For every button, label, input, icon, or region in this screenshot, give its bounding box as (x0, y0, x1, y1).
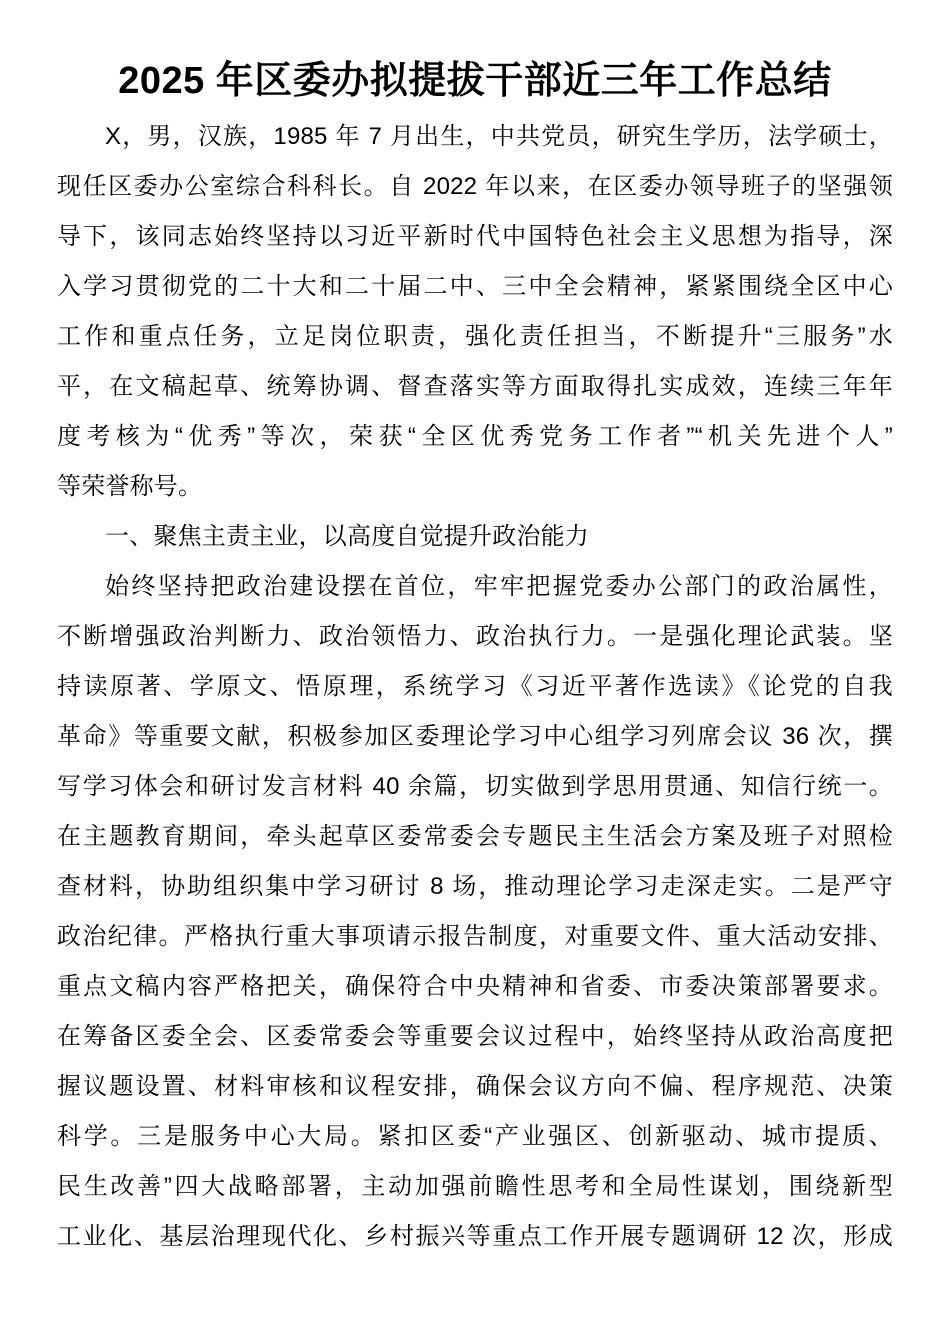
text-line: 科学。三是服务中心大局。紧扣区委“产业强区、创新驱动、城市提质、 (57, 1123, 893, 1150)
text-line: 不断增强政治判断力、政治领悟力、政治执行力。一是强化理论武装。坚 (57, 623, 893, 650)
text-line: 持读原著、学原文、悟原理，系统学习《习近平著作选读》《论党的自我 (57, 673, 893, 700)
text-line: X，男，汉族，1985 年 7 月出生，中共党员，研究生学历，法学硕士， (105, 123, 893, 150)
text-line: 等荣誉称号。 (57, 473, 203, 500)
text-line: 查材料，协助组织集中学习研讨 8 场，推动理论学习走深走实。二是严守 (57, 873, 893, 900)
section-heading: 一、聚焦主责主业，以高度自觉提升政治能力 (105, 523, 589, 550)
text-line: 导下，该同志始终坚持以习近平新时代中国特色社会主义思想为指导，深 (57, 223, 893, 250)
text-line: 工业化、基层治理现代化、乡村振兴等重点工作开展专题调研 12 次，形成 (57, 1223, 893, 1250)
text-line: 入学习贯彻党的二十大和二十届二中、三中全会精神，紧紧围绕全区中心 (57, 273, 893, 300)
text-line: 工作和重点任务，立足岗位职责，强化责任担当，不断提升“三服务”水 (57, 323, 893, 350)
text-line: 平，在文稿起草、统筹协调、督查落实等方面取得扎实成效，连续三年年 (57, 373, 893, 400)
text-line: 现任区委办公室综合科科长。自 2022 年以来，在区委办领导班子的坚强领 (57, 173, 893, 200)
text-line: 握议题设置、材料审核和议程安排，确保会议方向不偏、程序规范、决策 (57, 1073, 893, 1100)
document-body (57, 112, 893, 1262)
text-line: 在筹备区委全会、区委常委会等重要会议过程中，始终坚持从政治高度把 (57, 1023, 893, 1050)
text-line: 政治纪律。严格执行重大事项请示报告制度，对重要文件、重大活动安排、 (57, 923, 893, 950)
text-line: 革命》等重要文献，积极参加区委理论学习中心组学习列席会议 36 次，撰 (57, 723, 893, 750)
text-line: 度考核为“优秀”等次，荣获“全区优秀党务工作者”“机关先进个人” (57, 423, 893, 450)
text-line: 民生改善”四大战略部署，主动加强前瞻性思考和全局性谋划，围绕新型 (57, 1173, 893, 1200)
text-line: 重点文稿内容严格把关，确保符合中央精神和省委、市委决策部署要求。 (57, 973, 893, 1000)
text-line: 始终坚持把政治建设摆在首位，牢牢把握党委办公部门的政治属性， (105, 573, 893, 600)
text-line: 在主题教育期间，牵头起草区委常委会专题民主生活会方案及班子对照检 (57, 823, 893, 850)
document-title: 2025 年区委办拟提拔干部近三年工作总结 (118, 60, 832, 102)
text-line: 写学习体会和研讨发言材料 40 余篇，切实做到学思用贯通、知信行统一。 (57, 773, 893, 800)
